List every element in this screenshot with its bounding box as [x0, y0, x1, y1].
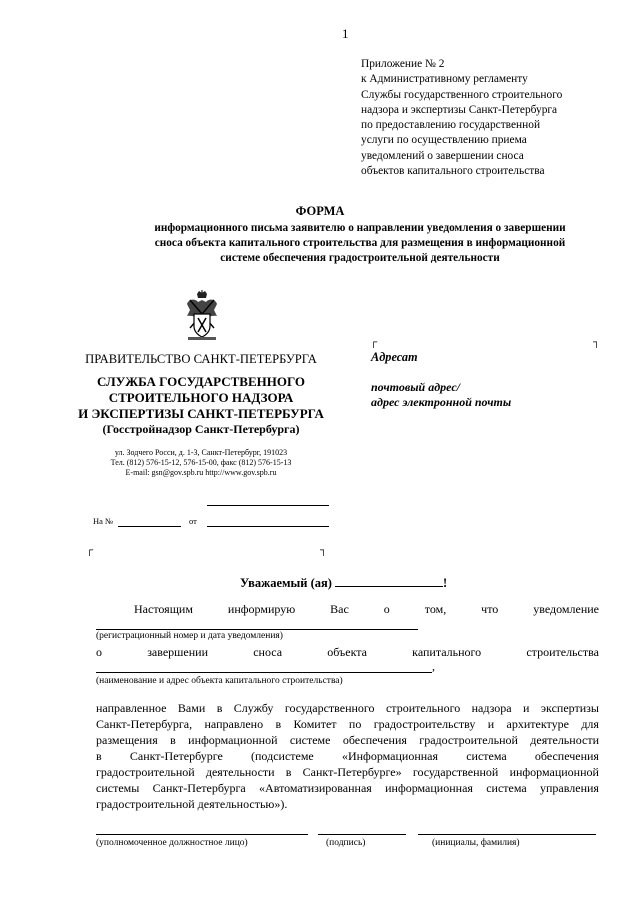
body-word: размещения — [96, 733, 158, 747]
corner-mark: ┌ — [86, 545, 94, 556]
paragraph-line — [96, 796, 599, 812]
body-word: «Информационная — [341, 749, 439, 763]
caption-object: (наименование и адрес объекта капитального строительства) — [96, 676, 343, 686]
appendix-line: объектов капитального строительства — [361, 165, 545, 178]
body-word: в — [216, 701, 223, 715]
address-line: E-mail: gsn@gov.spb.ru http://www.gov.spb.ru — [125, 468, 277, 477]
body-word: капитального — [412, 645, 482, 659]
body-line-1 — [96, 602, 599, 617]
line2-comma: , — [432, 659, 435, 673]
address-line: ул. Зодчего Росси, д. 1-3, Санкт-Петербург, 191023 — [114, 448, 288, 457]
body-word: государственной — [412, 765, 499, 779]
greeting — [240, 575, 447, 591]
body-paragraph — [96, 700, 599, 812]
corner-mark: ┌ — [370, 337, 378, 348]
greeting-name-field[interactable] — [335, 575, 443, 587]
body-word: для — [581, 717, 599, 731]
body-word: управления — [540, 781, 599, 795]
form-title-line: системе обеспечения градостроительной деятельности — [220, 252, 500, 264]
registration-number-field[interactable] — [96, 629, 418, 630]
body-word: экспертизы — [540, 701, 599, 715]
addressee-postal — [371, 380, 511, 410]
body-word: «Автоматизированная — [259, 781, 372, 795]
object-name-field[interactable] — [96, 672, 432, 673]
body-word: что — [481, 602, 499, 616]
reference-no-field[interactable] — [118, 526, 181, 527]
body-word: уведомление — [533, 602, 599, 616]
body-word: строительства — [526, 645, 599, 659]
address-line: Тел. (812) 576-15-12, 576-15-00, факс (812) 576-15-13 — [110, 458, 292, 467]
body-word: обеспечения — [534, 749, 599, 763]
caption-registration: (регистрационный номер и дата уведомления) — [96, 631, 283, 641]
service-name-line: И ЭКСПЕРТИЗЫ САНКТ-ПЕТЕРБУРГА — [78, 406, 324, 421]
caption-signature: (подпись) — [326, 838, 366, 848]
form-heading: ФОРМА — [295, 204, 345, 218]
postal-line: почтовый адрес/ — [371, 380, 460, 394]
appendix-block — [361, 57, 601, 179]
body-word: градостроительству — [373, 717, 476, 731]
body-word: и — [523, 701, 530, 715]
reference-date-field[interactable] — [207, 526, 329, 527]
government-name: ПРАВИТЕЛЬСТВО САНКТ-ПЕТЕРБУРГА — [85, 352, 317, 366]
signature-line[interactable] — [318, 834, 406, 835]
body-word: в — [285, 765, 292, 779]
body-word: объекта — [327, 645, 367, 659]
body-word: система — [466, 749, 507, 763]
appendix-line: уведомлений о завершении сноса — [361, 149, 524, 162]
form-title-line: информационного письма заявителю о направлении уведомления о завершении — [154, 222, 566, 234]
appendix-line: Службы государственного строительного — [361, 88, 563, 101]
body-word: Санкт-Петербурге» — [302, 765, 402, 779]
body-word: завершении — [147, 645, 209, 659]
service-abbreviation: (Госстройнадзор Санкт-Петербурга) — [102, 422, 300, 436]
body-word: Вас — [330, 602, 349, 616]
body-word: градостроительной — [419, 733, 518, 747]
body-word: государственного — [284, 701, 375, 715]
page-number: 1 — [342, 26, 349, 41]
body-word: Службу — [233, 701, 274, 715]
appendix-line: к Административному регламенту — [361, 73, 528, 86]
body-line-last: градостроительной деятельностью»). — [96, 797, 288, 811]
body-word: Санкт-Петербурга, — [96, 717, 193, 731]
body-word: Комитет — [293, 717, 337, 731]
outgoing-number-line — [207, 505, 329, 506]
service-name — [60, 374, 342, 422]
body-word: Вами — [177, 701, 206, 715]
paragraph-line — [96, 716, 599, 732]
caption-official: (уполномоченное должностное лицо) — [96, 838, 248, 848]
body-word: строительного — [385, 701, 461, 715]
body-word: деятельности — [205, 765, 275, 779]
body-word: Настоящим — [134, 602, 193, 616]
body-word: информационной — [188, 733, 278, 747]
reference-from-label: от — [189, 516, 197, 526]
body-word: системы — [96, 781, 140, 795]
body-word: направленное — [96, 701, 167, 715]
postal-line: адрес электронной почты — [371, 395, 512, 409]
body-word: том, — [424, 602, 447, 616]
body-word: Санкт-Петербурга — [152, 781, 246, 795]
body-word: архитектуре — [506, 717, 569, 731]
appendix-line: услуги по осуществлению приема — [361, 134, 527, 147]
paragraph-line — [96, 732, 599, 748]
name-signature-line[interactable] — [418, 834, 596, 835]
body-word: направлено — [204, 717, 264, 731]
corner-mark: ┐ — [593, 337, 601, 348]
body-word: информирую — [227, 602, 296, 616]
addressee-label: Адресат — [371, 350, 418, 364]
service-name-line: СТРОИТЕЛЬНОГО НАДЗОРА — [108, 390, 294, 405]
body-word: о — [383, 602, 390, 616]
body-word: сноса — [253, 645, 283, 659]
body-word: информационная — [385, 781, 473, 795]
body-word: и — [487, 717, 495, 731]
body-word: системе — [289, 733, 331, 747]
greeting-text: Уважаемый (ая) — [240, 576, 332, 590]
body-word: градостроительной — [96, 765, 195, 779]
body-word: деятельности — [530, 733, 599, 747]
paragraph-line — [96, 748, 599, 764]
corner-mark: ┐ — [320, 545, 328, 556]
service-name-line: СЛУЖБА ГОСУДАРСТВЕННОГО — [96, 374, 306, 389]
reference-no-label: На № — [93, 516, 114, 526]
official-signature-line[interactable] — [96, 834, 308, 835]
appendix-line: надзора и экспертизы Санкт-Петербурга — [361, 103, 558, 116]
appendix-line: Приложение № 2 — [361, 58, 445, 70]
body-word: в — [96, 749, 102, 763]
body-word: обеспечения — [342, 733, 407, 747]
body-word: информационной — [509, 765, 599, 779]
paragraph-line — [96, 780, 599, 796]
form-title — [100, 221, 620, 266]
paragraph-line — [96, 764, 599, 780]
body-word: надзора — [471, 701, 512, 715]
body-word: о — [96, 645, 102, 659]
caption-name: (инициалы, фамилия) — [432, 838, 520, 848]
appendix-line: по предоставлению государственной — [361, 119, 541, 132]
body-word: система — [486, 781, 527, 795]
greeting-end: ! — [442, 576, 448, 590]
paragraph-line — [96, 700, 599, 716]
body-word: в — [170, 733, 176, 747]
coat-of-arms-icon — [184, 290, 220, 342]
body-word: по — [348, 717, 362, 731]
body-word: (подсистеме — [251, 749, 314, 763]
contact-address — [60, 448, 342, 478]
body-word: Санкт-Петербурге — [129, 749, 223, 763]
body-word: в — [275, 717, 282, 731]
form-title-line: сноса объекта капитального строительства для размещения в информационной — [154, 237, 566, 249]
body-line-2 — [96, 645, 599, 660]
